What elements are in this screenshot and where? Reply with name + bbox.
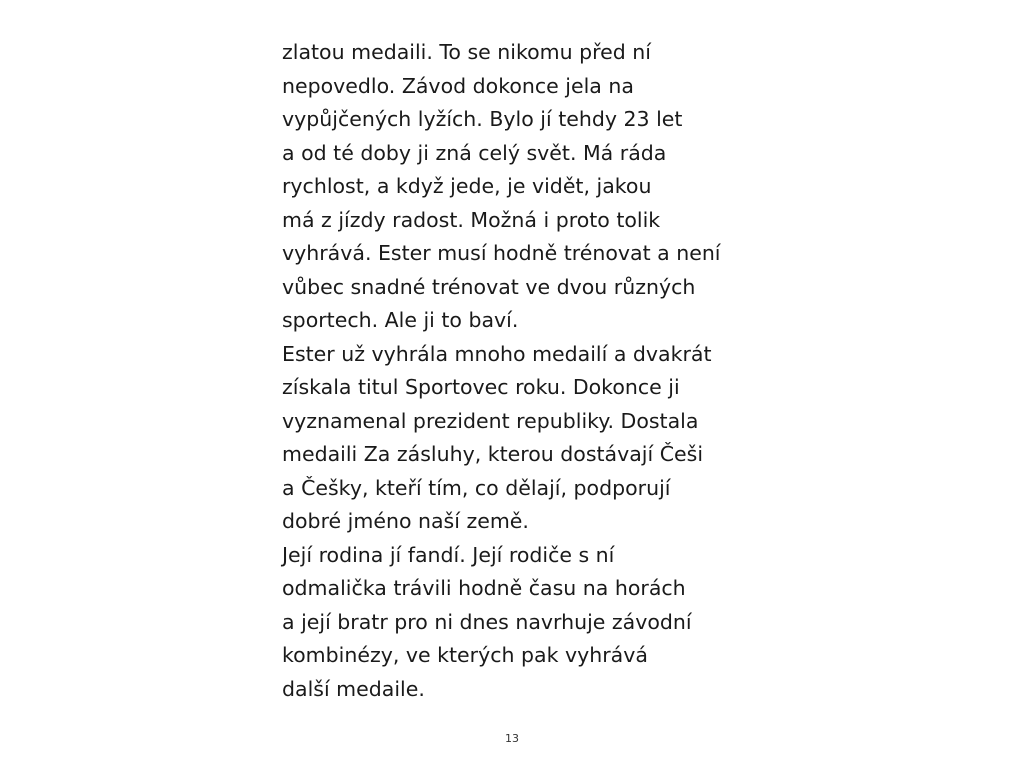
text-line: dobré jméno naší země.	[282, 509, 529, 533]
text-line: Ester už vyhrála mnoho medailí a dvakrát	[282, 341, 712, 366]
text-line: a od té doby ji zná celý svět. Má ráda	[282, 140, 667, 165]
text-line: má z jízdy radost. Možná i proto tolik	[282, 207, 661, 232]
body-text	[282, 36, 762, 706]
text-line: sportech. Ale ji to baví.	[282, 308, 519, 332]
text-line: Její rodina jí fandí. Její rodiče s ní	[282, 542, 615, 567]
text-line: a Češky, kteří tím, co dělají, podporují	[282, 475, 671, 500]
text-line: medaili Za zásluhy, kterou dostávají Češi	[282, 442, 704, 466]
text-line: vyznamenal prezident republiky. Dostala	[282, 408, 699, 433]
text-line: vůbec snadné trénovat ve dvou různých	[282, 274, 696, 299]
text-line: vyhrává. Ester musí hodně trénovat a není	[282, 241, 721, 265]
page-number: 13	[505, 732, 519, 745]
text-line: zlatou medaili. To se nikomu před ní	[282, 40, 651, 64]
text-line: odmalička trávili hodně času na horách	[282, 576, 686, 600]
text-line: nepovedlo. Závod dokonce jela na	[282, 73, 634, 98]
text-line: rychlost, a když jede, je vidět, jakou	[282, 174, 652, 198]
text-line: další medaile.	[282, 676, 425, 701]
text-line: získala titul Sportovec roku. Dokonce ji	[282, 375, 680, 399]
text-line: vypůjčených lyžích. Bylo jí tehdy 23 let	[282, 107, 683, 131]
text-line: kombinézy, ve kterých pak vyhrává	[282, 643, 648, 667]
text-line: a její bratr pro ni dnes navrhuje závodní	[282, 609, 692, 634]
